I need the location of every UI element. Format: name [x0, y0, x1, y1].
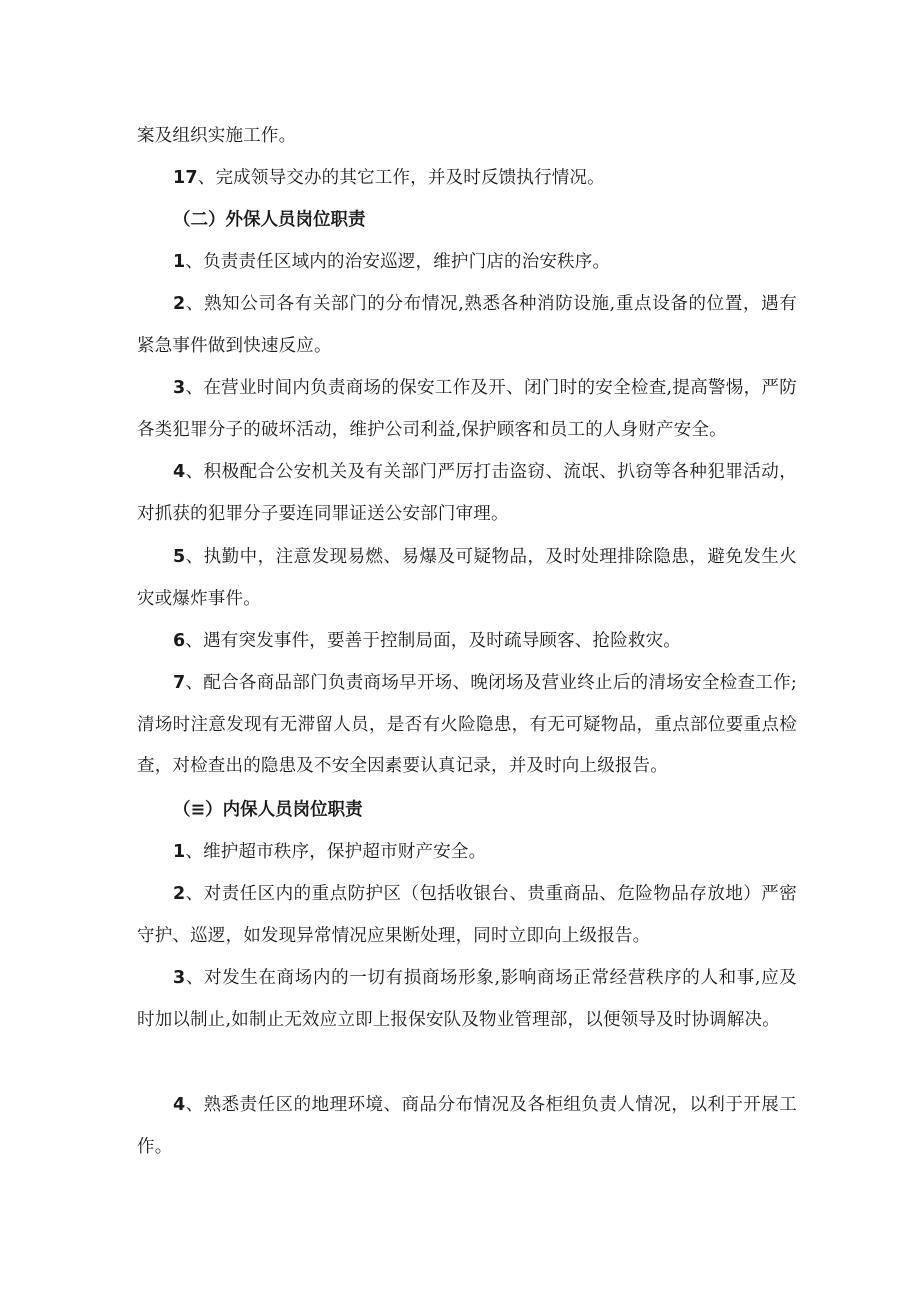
item-number: 7 — [173, 673, 186, 693]
continuation-paragraph — [137, 116, 797, 158]
section-3-item-2 — [137, 874, 797, 957]
paragraph-text: 、执勤中，注意发现易燃、易爆及可疑物品，及时处理排除隐患，避免发生火灾或爆炸事件。 — [137, 547, 797, 609]
section-2-heading: （二）外保人员岗位职责 — [173, 210, 366, 230]
section-2-item-4 — [137, 452, 797, 535]
section-2-item-7 — [137, 663, 797, 788]
paragraph-text: 、遇有突发事件，要善于控制局面，及时疏导顾客、抢险救灾。 — [185, 631, 681, 651]
item-number: 6 — [173, 631, 186, 651]
paragraph-text: 案及组织实施工作。 — [137, 126, 297, 146]
section-2-item-5 — [137, 537, 797, 620]
section-3-item-1 — [137, 832, 797, 874]
item-number: 3 — [173, 378, 186, 398]
section-2-item-1 — [137, 242, 797, 284]
item-number: 4 — [173, 1095, 186, 1115]
paragraph-text: 、维护超市秩序，保护超市财产安全。 — [185, 842, 487, 862]
section-3-item-3 — [137, 958, 797, 1041]
item-number: 5 — [173, 547, 186, 567]
paragraph-text: 、配合各商品部门负责商场早开场、晚闭场及营业终止后的清场安全检查工作;清场时注意发现有无滞留人员，是否有火险隐患，有无可疑物品，重点部位要重点检查，对检查出的隐患及不安全因素要认真记录，并及时向上级报告。 — [137, 673, 797, 776]
section-2-item-3 — [137, 368, 797, 451]
item-number: 17 — [173, 168, 198, 188]
item-17-paragraph — [137, 158, 797, 200]
section-2-item-2 — [137, 284, 797, 367]
paragraph-text: 、熟悉责任区的地理环境、商品分布情况及各柜组负责人情况，以利于开展工作。 — [137, 1095, 797, 1157]
item-number: 2 — [173, 884, 186, 904]
item-number: 2 — [173, 294, 186, 314]
paragraph-text: 、在营业时间内负责商场的保安工作及开、闭门时的安全检查,提高警惕，严防各类犯罪分子的破坏活动，维护公司利益,保护顾客和员工的人身财产安全。 — [137, 378, 797, 440]
section-3-heading: （≡）内保人员岗位职责 — [173, 800, 363, 820]
item-number: 3 — [173, 968, 186, 988]
paragraph-text: 、对责任区内的重点防护区（包括收银台、贵重商品、危险物品存放地）严密守护、巡逻，如发现异常情况应果断处理，同时立即向上级报告。 — [137, 884, 797, 946]
paragraph-text: 、负责责任区域内的治安巡逻，维护门店的治安秩序。 — [185, 252, 611, 272]
item-number: 1 — [173, 252, 186, 272]
section-3-item-4 — [137, 1085, 797, 1168]
paragraph-text: 、熟知公司各有关部门的分布情况,熟悉各种消防设施,重点设备的位置，遇有紧急事件做到快速反应。 — [137, 294, 797, 356]
item-number: 4 — [173, 462, 186, 482]
paragraph-text: 、对发生在商场内的一切有损商场形象,影响商场正常经营秩序的人和事,应及时加以制止,如制止无效应立即上报保安队及物业管理部，以便领导及时协调解决。 — [137, 968, 797, 1030]
item-number: 1 — [173, 842, 186, 862]
paragraph-text: 、积极配合公安机关及有关部门严厉打击盗窃、流氓、扒窃等各种犯罪活动，对抓获的犯罪分子要连同罪证送公安部门审理。 — [137, 462, 797, 524]
section-2-item-6 — [137, 621, 797, 663]
paragraph-text: 、完成领导交办的其它工作，并及时反馈执行情况。 — [197, 168, 605, 188]
